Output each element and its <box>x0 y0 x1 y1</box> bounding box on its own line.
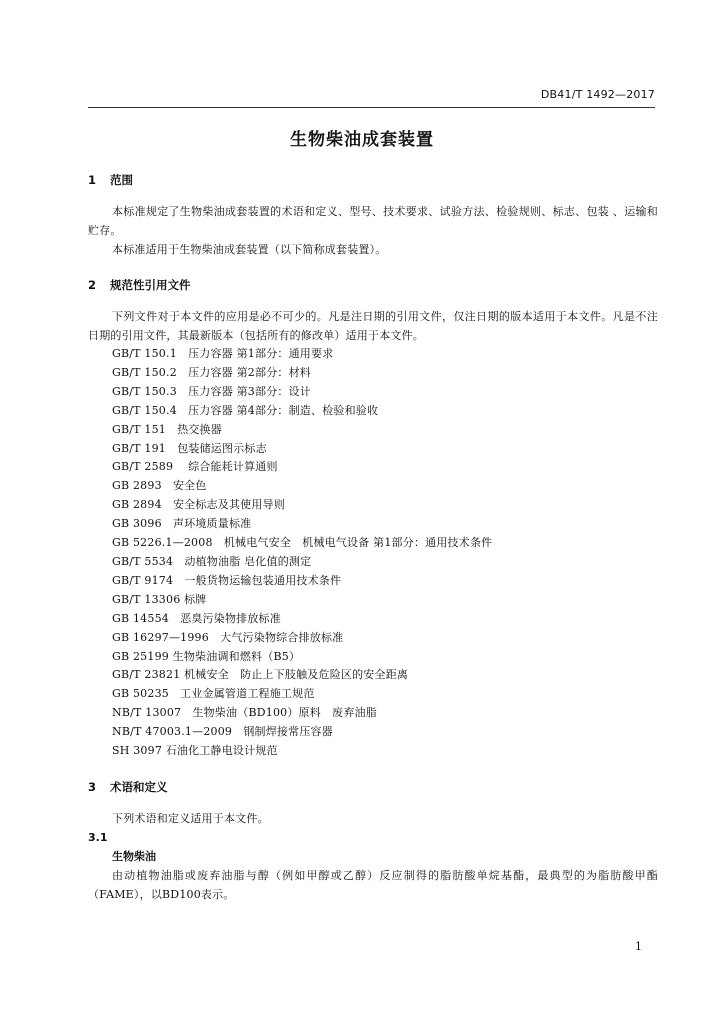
reference-list <box>88 345 658 761</box>
reference-item: GB/T 191 包装储运图示标志 <box>112 441 267 455</box>
reference-item: NB/T 47003.1—2009 钢制焊接常压容器 <box>112 725 333 739</box>
reference-item: GB/T 151 热交换器 <box>112 422 223 436</box>
reference-item: GB 5226.1—2008 机械电气安全 机械电气设备 第1部分：通用技术条件 <box>112 536 493 550</box>
reference-item: GB/T 9174 一般货物运输包装通用技术条件 <box>112 573 342 587</box>
term-definition: 由动植物油脂或废弃油脂与醇（例如甲醇或乙醇）反应制得的脂肪酸单烷基酯，最典型的为脂肪酸甲酯（FAME），以BD100表示。 <box>88 868 658 901</box>
term-name: 生物柴油 <box>112 849 156 863</box>
document-title: 生物柴油成套装置 <box>290 130 434 150</box>
normative-intro: 下列文件对于本文件的应用是必不可少的。凡是注日期的引用文件，仅注日期的版本适用于本文件。凡是不注日期的引用文件，其最新版本（包括所有的修改单）适用于本文件。 <box>88 310 658 342</box>
document-body <box>88 170 658 904</box>
standard-code: DB41/T 1492—2017 <box>540 88 655 101</box>
spacer <box>88 295 658 307</box>
reference-item: GB/T 150.1 压力容器 第1部分：通用要求 <box>112 347 334 360</box>
reference-item: GB/T 150.4 压力容器 第4部分：制造、检验和验收 <box>112 403 379 417</box>
spacer <box>88 190 658 202</box>
section-heading-normative <box>88 275 658 295</box>
reference-item: GB/T 150.3 压力容器 第3部分：设计 <box>112 384 311 398</box>
header-divider <box>88 107 655 108</box>
terms-intro: 下列术语和定义适用于本文件。 <box>112 811 269 825</box>
reference-item: GB/T 5534 动植物油脂 皂化值的测定 <box>112 554 312 568</box>
reference-item: GB/T 2589 综合能耗计算通则 <box>112 460 278 474</box>
spacer <box>88 761 658 777</box>
reference-item: GB/T 13306 标牌 <box>112 592 207 606</box>
scope-paragraph: 本标准规定了生物柴油成套装置的术语和定义、型号、技术要求、试验方法、检验规则、标志、包装 、运输和贮存。 <box>88 205 658 237</box>
reference-item: GB 2893 安全色 <box>112 479 207 493</box>
spacer <box>88 259 658 275</box>
reference-item: GB 3096 声环境质量标准 <box>112 517 252 531</box>
section-title: 术语和定义 <box>110 779 168 794</box>
clause-number: 3.1 <box>88 830 108 844</box>
section-title: 规范性引用文件 <box>110 278 191 292</box>
reference-item: GB 50235 工业金属管道工程施工规范 <box>112 687 315 701</box>
section-heading-terms <box>88 777 658 797</box>
reference-item: SH 3097 石油化工静电设计规范 <box>112 744 278 758</box>
reference-item: GB 16297—1996 大气污染物综合排放标准 <box>112 630 344 644</box>
scope-paragraph: 本标准适用于生物柴油成套装置（以下简称成套装置）。 <box>112 243 387 256</box>
reference-item: GB/T 150.2 压力容器 第2部分：材料 <box>112 365 311 379</box>
spacer <box>88 797 658 809</box>
section-heading-scope <box>88 170 658 190</box>
reference-item: GB 2894 安全标志及其使用导则 <box>112 498 285 512</box>
reference-item: GB 25199 生物柴油调和燃料（B5） <box>112 649 301 663</box>
section-number: 3 <box>88 779 97 794</box>
reference-item: GB 14554 恶臭污染物排放标准 <box>112 611 281 625</box>
section-number: 2 <box>88 278 97 292</box>
section-number: 1 <box>88 173 97 187</box>
page-number: 1 <box>635 940 642 953</box>
section-title: 范围 <box>110 173 133 187</box>
reference-item: NB/T 13007 生物柴油（BD100）原料 废弃油脂 <box>112 706 377 720</box>
reference-item: GB/T 23821 机械安全 防止上下肢触及危险区的安全距离 <box>112 668 409 682</box>
